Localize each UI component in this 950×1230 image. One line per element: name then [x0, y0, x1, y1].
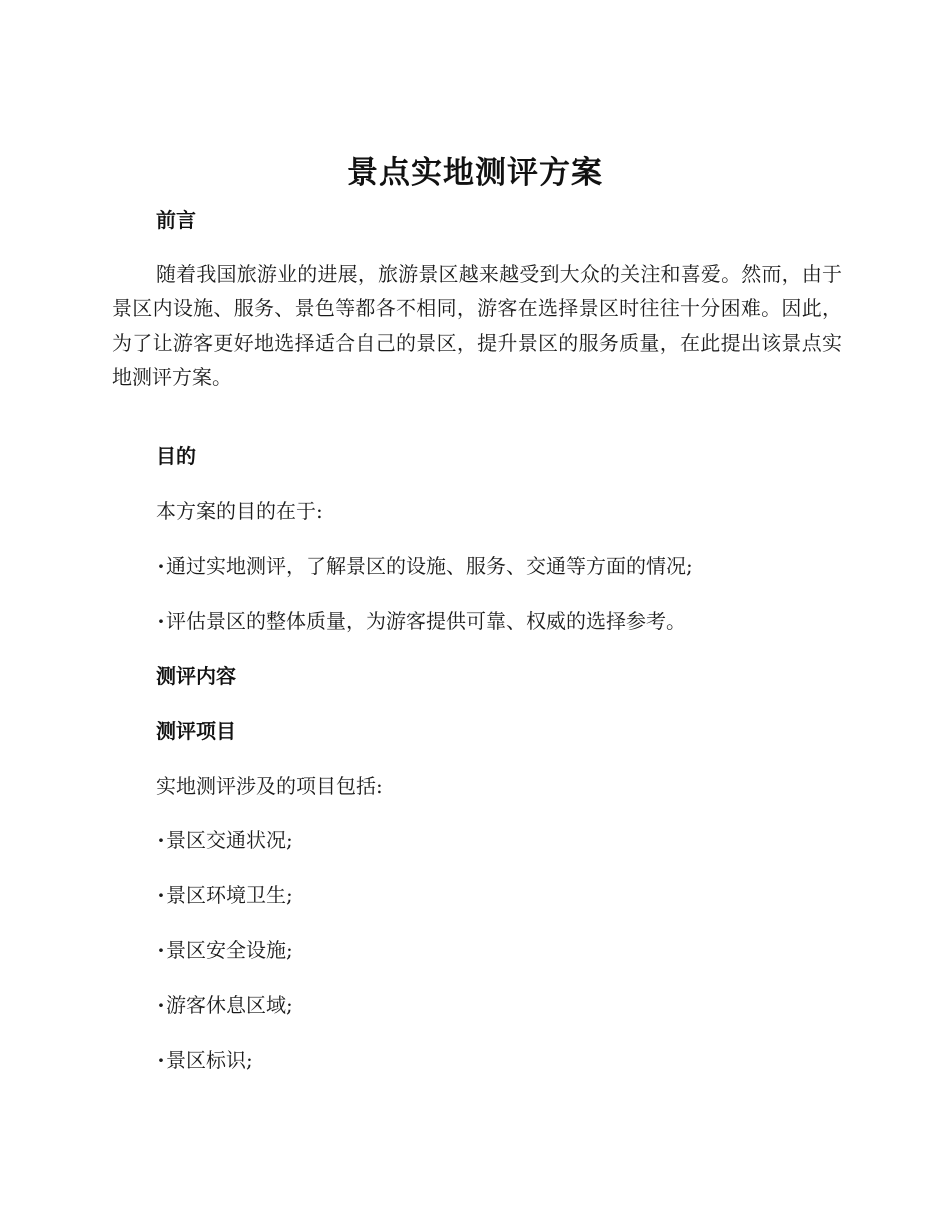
purpose-list-item-text: 通过实地测评，了解景区的设施、服务、交通等方面的情况;	[166, 554, 693, 578]
bullet-icon: ·	[157, 883, 165, 907]
section-heading-preface: 前言	[156, 208, 196, 232]
section-heading-content: 测评内容	[156, 664, 236, 688]
purpose-intro: 本方案的目的在于:	[156, 499, 323, 523]
preface-paragraph: 随着我国旅游业的进展，旅游景区越来越受到大众的关注和喜爱。然而，由于景区内设施、服务、景色等都各不相同，游客在选择景区时往往十分困难。因此，为了让游客更好地选择适合自己的景区，提升景区的服务质量，在此提出该景点实地测评方案。	[112, 262, 842, 389]
content-list-item-text: 景区交通状况;	[166, 828, 293, 852]
content-intro: 实地测评涉及的项目包括:	[156, 774, 383, 798]
content-list-item	[156, 1045, 253, 1075]
document-title: 景点实地测评方案	[347, 155, 603, 191]
content-list-item	[156, 880, 293, 910]
content-list-item-text: 景区环境卫生;	[166, 883, 293, 907]
content-list-item	[156, 990, 293, 1020]
bullet-icon: ·	[157, 1048, 165, 1072]
purpose-list-item	[156, 606, 686, 636]
subsection-heading-items: 测评项目	[156, 719, 236, 743]
bullet-icon: ·	[157, 828, 165, 852]
content-list-item	[156, 935, 293, 965]
bullet-icon: ·	[157, 993, 165, 1017]
bullet-icon: ·	[157, 609, 165, 633]
content-list-item-text: 景区安全设施;	[166, 938, 293, 962]
content-list-item	[156, 825, 293, 855]
bullet-icon: ·	[157, 554, 165, 578]
purpose-list-item	[156, 551, 693, 581]
content-list-item-text: 游客休息区域;	[166, 993, 293, 1017]
section-heading-purpose: 目的	[156, 444, 196, 468]
bullet-icon: ·	[157, 938, 165, 962]
content-list-item-text: 景区标识;	[166, 1048, 253, 1072]
purpose-list-item-text: 评估景区的整体质量，为游客提供可靠、权威的选择参考。	[166, 609, 686, 633]
